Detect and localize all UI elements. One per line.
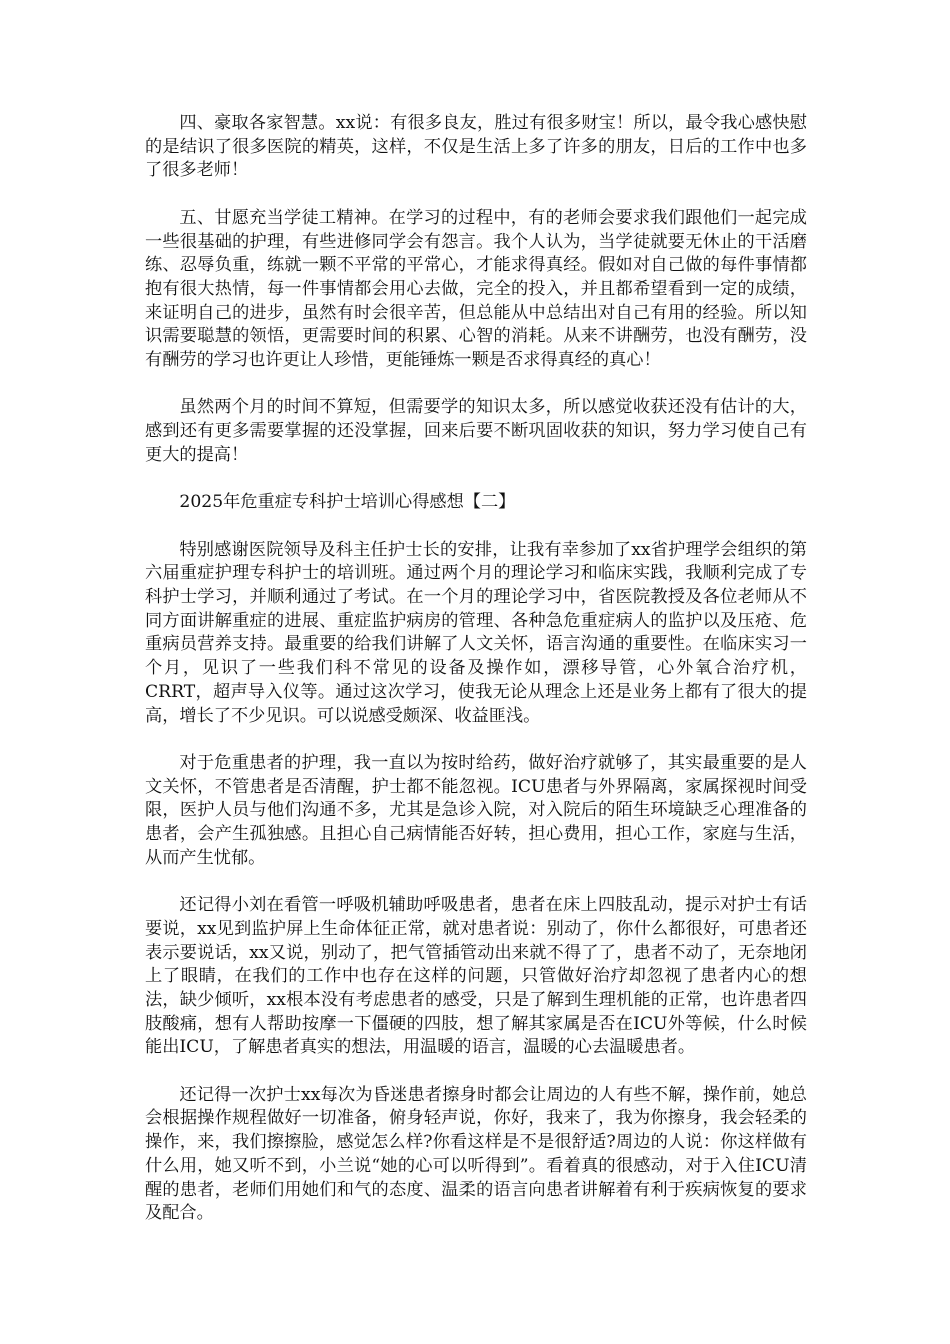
paragraph-wisdom: 四、豪取各家智慧。xx说：有很多良友，胜过有很多财宝！所以，最令我心感快慰的是结识了很多医院的精英，这样，不仅是生活上多了许多的朋友，日后的工作中也多了很多老师！ bbox=[145, 113, 807, 181]
document-page bbox=[145, 112, 807, 1250]
paragraph-gratitude: 特别感谢医院领导及科主任护士长的安排，让我有幸参加了xx省护理学会组织的第六届重症护理专科护士的培训班。通过两个月的理论学习和临床实践，我顺利完成了专科护士学习，并顺利通过了考试。在一个月的理论学习中，省医院教授及各位老师从不同方面讲解重症的进展、重症监护病房的管理、各种急危重症病人的监护以及压疮、危重病员营养支持。最重要的给我们讲解了人文关怀，语言沟通的重要性。在临床实习一个月，见识了一些我们科不常见的设备及操作如，漂移导管，心外氧合治疗机，CRRT，超声导入仪等。通过这次学习，使我无论从理念上还是业务上都有了很大的提高，增长了不少见识。可以说感受颇深、收益匪浅。 bbox=[145, 539, 807, 726]
paragraph-summary: 虽然两个月的时间不算短，但需要学的知识太多，所以感觉收获还没有估计的大，感到还有更多需要掌握的还没掌握，回来后要不断巩固收获的知识，努力学习使自己有更大的提高！ bbox=[145, 397, 807, 465]
paragraph-bathing-story: 还记得一次护士xx每次为昏迷患者擦身时都会让周边的人有些不解，操作前，她总会根据操作规程做好一切准备，俯身轻声说，你好，我来了，我为你擦身，我会轻柔的操作，来，我们擦擦脸，感觉怎么样?你看这样是不是很舒适?周边的人说：你这样做有什么用，她又听不到，小兰说“她的心可以听得到”。看着真的很感动，对于入住ICU清醒的患者，老师们用她们和气的态度、温柔的语言向患者讲解着有利于疾病恢复的要求及配合。 bbox=[145, 1084, 807, 1224]
paragraph-apprentice-spirit: 五、甘愿充当学徒工精神。在学习的过程中，有的老师会要求我们跟他们一起完成一些很基础的护理，有些进修同学会有怨言。我个人认为，当学徒就要无休止的干活磨练、忍辱负重，练就一颗不平常的平常心，才能求得真经。假如对自己做的每件事情都抱有很大热情，每一件事情都会用心去做，完全的投入，并且都希望看到一定的成绩，来证明自己的进步，虽然有时会很辛苦，但总能从中总结出对自己有用的经验。所以知识需要聪慧的领悟，更需要时间的积累、心智的消耗。从来不讲酬劳，也没有酬劳，没有酬劳的学习也许更让人珍惜，更能锤炼一颗是否求得真经的真心！ bbox=[145, 207, 807, 371]
paragraph-humanistic-care: 对于危重患者的护理，我一直以为按时给药，做好治疗就够了，其实最重要的是人文关怀，不管患者是否清醒，护士都不能忽视。ICU患者与外界隔离，家属探视时间受限，医护人员与他们沟通不多，尤其是急诊入院，对入院后的陌生环境缺乏心理准备的患者，会产生孤独感。且担心自己病情能否好转，担心费用，担心工作，家庭与生活，从而产生忧郁。 bbox=[145, 752, 807, 868]
section-heading: 2025年危重症专科护士培训心得感想【二】 bbox=[179, 492, 516, 513]
paragraph-ventilator-story: 还记得小刘在看管一呼吸机辅助呼吸患者，患者在床上四肢乱动，提示对护士有话要说，xx见到监护屏上生命体征正常，就对患者说：别动了，你什么都很好，可患者还表示要说话，xx又说，别动了，把气管插管动出来就不得了了，患者不动了，无奈地闭上了眼睛，在我们的工作中也存在这样的问题，只管做好治疗却忽视了患者内心的想法，缺少倾听，xx根本没有考虑患者的感受，只是了解到生理机能的正常，也许患者四肢酸痛，想有人帮助按摩一下僵硬的四肢，想了解其家属是否在ICU外等候，什么时候能出ICU，了解患者真实的想法，用温暖的语言，温暖的心去温暖患者。 bbox=[145, 895, 807, 1058]
